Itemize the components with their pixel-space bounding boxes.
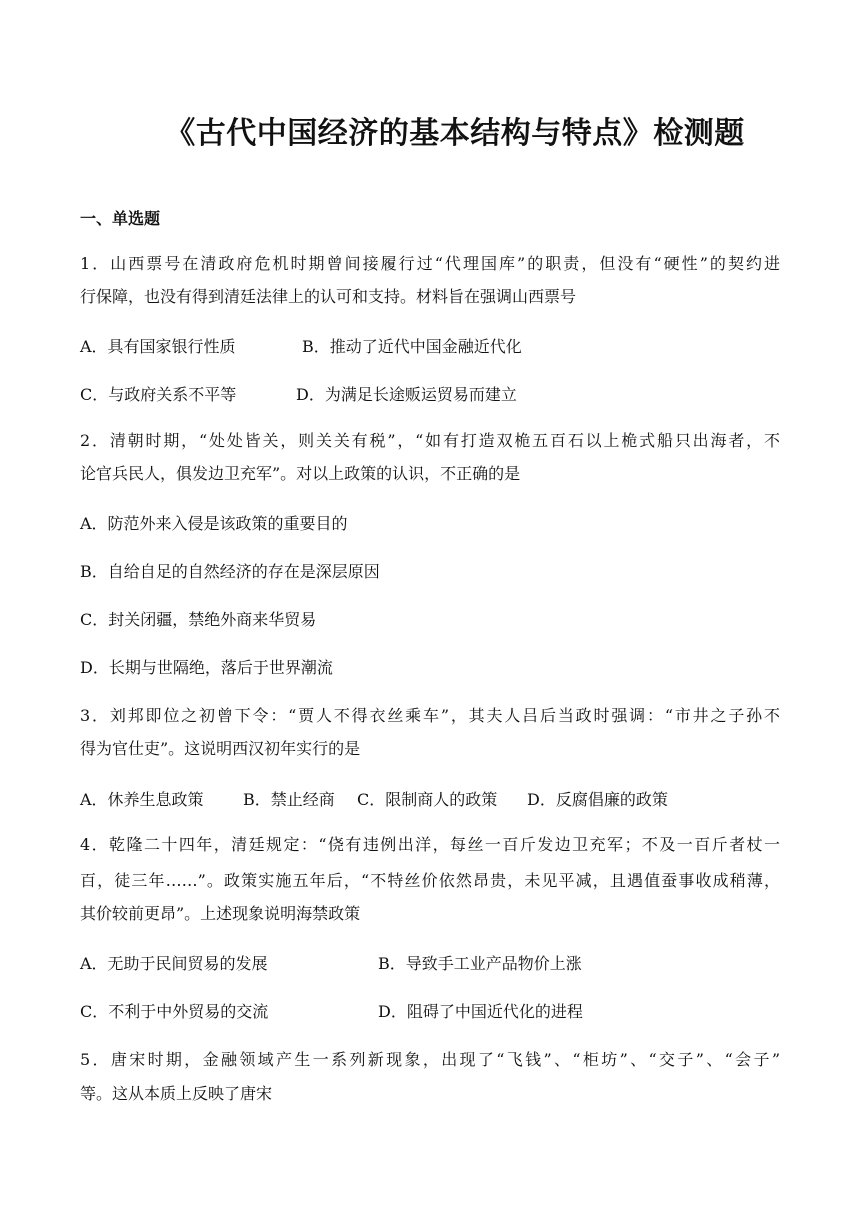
question-3-option-b: B．禁止经商 — [243, 790, 335, 809]
question-1-option-d: D．为满足长途贩运贸易而建立 — [296, 385, 517, 404]
section-heading: 一、单选题 — [80, 209, 161, 228]
question-5-line-1: 5．唐宋时期，金融领域产生一系列新现象，出现了“飞钱”、“柜坊”、“交子”、“会子” — [80, 1050, 780, 1069]
question-4-option-d: D．阻碍了中国近代化的进程 — [378, 1002, 583, 1021]
question-4-option-b: B．导致手工业产品物价上涨 — [378, 954, 582, 973]
question-2-line-1: 2．清朝时期，“处处皆关，则关关有税”，“如有打造双桅五百石以上桅式船只出海者，不 — [80, 431, 780, 450]
question-4-line-2: 百，徒三年……”。政策实施五年后，“不特丝价依然昂贵，未见平减，且遇值蚕事收成稍薄， — [80, 871, 780, 890]
question-3-line-1: 3．刘邦即位之初曾下令：“贾人不得衣丝乘车”，其夫人吕后当政时强调：“市井之子孙不 — [80, 706, 780, 725]
question-2-option-b: B．自给自足的自然经济的存在是深层原因 — [80, 562, 380, 581]
question-2-option-c: C．封关闭疆，禁绝外商来华贸易 — [80, 610, 317, 629]
question-4-line-1: 4．乾隆二十四年，清廷规定：“侥有违例出洋，每丝一百斤发边卫充军；不及一百斤者杖一 — [80, 835, 780, 854]
question-4-line-3: 其价较前更昂”。上述现象说明海禁政策 — [80, 904, 361, 923]
question-2-line-2: 论官兵民人，俱发边卫充军”。对以上政策的认识，不正确的是 — [80, 464, 521, 483]
question-1-line-1: 1．山西票号在清政府危机时期曾间接履行过“代理国库”的职责，但没有“硬性”的契约进 — [80, 254, 780, 273]
question-4-option-a: A．无助于民间贸易的发展 — [80, 954, 268, 973]
question-3-option-a: A．休养生息政策 — [80, 790, 204, 809]
question-1-option-c: C．与政府关系不平等 — [80, 385, 237, 404]
question-1-option-b: B．推动了近代中国金融近代化 — [302, 337, 522, 356]
question-3-line-2: 得为官仕吏”。这说明西汉初年实行的是 — [80, 739, 361, 758]
page-title: 《古代中国经济的基本结构与特点》检测题 — [165, 116, 745, 151]
question-2-option-a: A．防范外来入侵是该政策的重要目的 — [80, 514, 348, 533]
question-5-line-2: 等。这从本质上反映了唐宋 — [80, 1084, 273, 1103]
question-2-option-d: D．长期与世隔绝，落后于世界潮流 — [80, 658, 333, 677]
question-4-option-c: C．不利于中外贸易的交流 — [80, 1002, 269, 1021]
question-1-line-2: 行保障，也没有得到清廷法律上的认可和支持。材料旨在强调山西票号 — [80, 287, 577, 306]
question-3-option-d: D．反腐倡廉的政策 — [527, 790, 668, 809]
question-1-option-a: A．具有国家银行性质 — [80, 337, 236, 356]
question-3-option-c: C．限制商人的政策 — [357, 790, 498, 809]
